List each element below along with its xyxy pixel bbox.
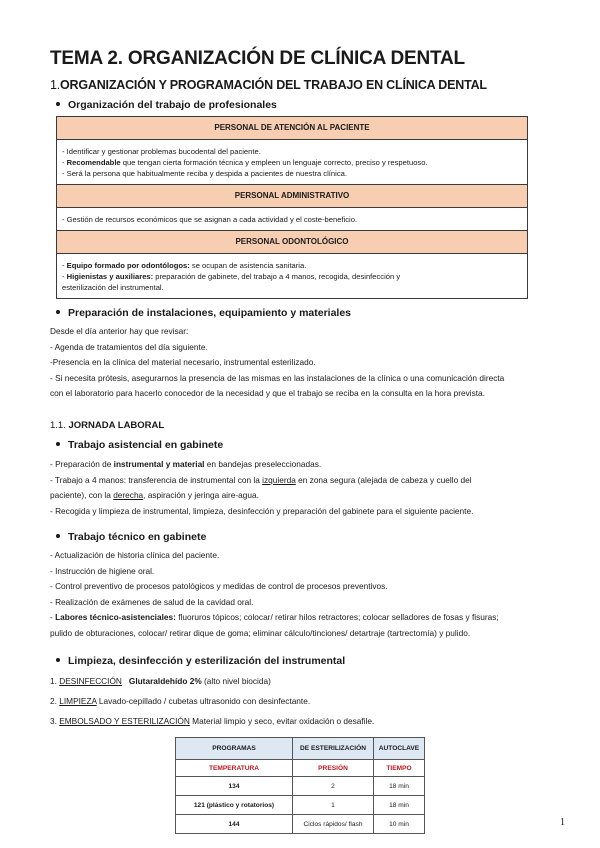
text-line [50,473,550,489]
text-line: - Será la persona que habitualmente reciba y despida a pacientes de nuestra clínica. [62,169,347,178]
text-line: con el laboratorio para hacerlo conocedor de la necesidad y que el trabajo se reciba en la consulta en la hora prevista. [50,388,485,399]
text-span: - [50,612,56,623]
subsection-number: 1.1. [50,420,66,431]
text-span: en bandejas preseleccionadas. [204,459,322,469]
header-cell: PROGRAMAS [176,738,293,760]
subsection-label: JORNADA LABORAL [68,420,165,431]
text-line: -Presencia en la clínica del material necesario, instrumental esterilizado. [50,357,316,368]
page-title: TEMA 2. ORGANIZACIÓN DE CLÍNICA DENTAL [50,48,465,69]
table-row [176,796,425,815]
bullet-limpieza [56,655,345,667]
sterilization-table-header [176,738,425,760]
staff-table-header-admin: PERSONAL ADMINISTRATIVO [57,185,527,208]
text-span: preparación de gabinete, del trabajo a 4 manos, recogida, desinfección y [153,272,401,281]
underlined-term: izquierda [262,474,296,485]
table-cell: 121 (plástico y rotatorios) [176,796,293,815]
limpieza-steps [50,671,550,731]
text-span: fluoruros tópicos; colocar/ retirar hilos retractores; colocar selladores de fosas y fisuras; [175,612,499,623]
bullet-preparacion [56,307,351,319]
subheader-cell: PRESIÓN [293,760,374,777]
step-number: 3. [50,716,60,726]
text-line: esterilización del instrumental. [62,283,164,292]
text-line [50,457,550,473]
step-number: 1. [50,676,60,686]
subheader-cell: TIEMPO [374,760,425,777]
staff-table-header-patient: PERSONAL DE ATENCIÓN AL PACIENTE [57,117,527,140]
text-line: - Higienistas y auxiliares: preparación de gabinete, del trabajo a 4 manos, recogida, desinfección y [62,272,401,281]
step-limpieza [50,691,550,711]
text-span: en zona segura (alejada de cabeza y cuello del [295,474,472,485]
text-span: - Trabajo a 4 manos: transferencia de instrumental con la [50,474,263,485]
asistencial-paragraph [50,457,550,519]
text-line: - Recogida y limpieza de instrumental, limpieza, desinfección y preparación del gabinete para el siguiente paciente. [50,505,474,516]
section-heading-1 [50,78,487,92]
tecnico-paragraph [50,548,550,642]
bullet-label: Trabajo asistencial en gabinete [68,439,224,451]
staff-table-body-patient [57,140,527,185]
text-span: se ocupan de asistencia sanitaria. [189,261,307,270]
text-span: paciente), con la [50,490,114,501]
text-line: - Agenda de tratamientos del día siguiente. [50,341,208,352]
step-desinfeccion [50,671,550,691]
text-line: Desde el día anterior hay que revisar: [50,326,189,336]
table-cell: 18 min [374,777,425,796]
step-label: DESINFECCIÓN [59,676,122,686]
text-span: Lavado-cepillado / cubetas ultrasonido con desinfectante. [96,696,311,706]
text-line: - Instrucción de higiene oral. [50,565,155,576]
text-span: - Preparación de [50,459,114,469]
section-number: 1. [50,78,61,92]
header-cell: DE ESTERILIZACIÓN [293,738,374,760]
text-line: - Recomendable que tengan cierta formación técnica y empleen un lenguaje correcto, preciso y respetuoso. [62,158,428,167]
bold-term: Higienistas y auxiliares: [66,272,154,281]
bullet-label: Organización del trabajo de profesionales [68,99,277,111]
bullet-label: Limpieza, desinfección y esterilización del instrumental [68,655,346,667]
text-span: (alto nivel biocida) [201,676,271,686]
bold-term: Recomendable [66,158,121,167]
bold-term: instrumental y material [113,459,205,469]
text-line: - Control preventivo de procesos patológicos y medidas de control de procesos preventivos. [50,581,388,592]
bullet-label: Trabajo técnico en gabinete [68,531,207,543]
bullet-dot-icon [56,442,60,446]
underlined-term: derecha [113,490,144,501]
table-cell: 1 [293,796,374,815]
sterilization-table-subheader [176,760,425,777]
bold-term: Glutaraldehído 2% [128,676,202,686]
text-line: - Si necesita prótesis, asegurarnos la presencia de las mismas en las instalaciones de la clínica o una comunicación directa [50,372,505,383]
staff-table-body-odonto [57,254,527,298]
text-line [50,488,550,504]
bold-term: Labores técnico-asistenciales: [55,612,176,623]
text-line: - Realización de exámenes de salud de la cavidad oral. [50,596,254,607]
bullet-dot-icon [56,310,60,314]
bold-term: Equipo formado por odontólogos: [66,261,190,270]
step-embolsado [50,711,550,731]
text-span: , aspiración y jeringa aire-agua. [143,490,259,501]
page-number: 1 [560,817,565,828]
table-cell: 134 [176,777,293,796]
table-row [176,777,425,796]
sterilization-table [175,737,425,834]
header-cell: AUTOCLAVE [374,738,425,760]
text-line: - Equipo formado por odontólogos: se ocupan de asistencia sanitaria. [62,261,307,270]
bullet-asistencial [56,439,223,451]
bullet-dot-icon [56,534,60,538]
text-line: - Gestión de recursos económicos que se asignan a cada actividad y el coste-beneficio. [62,215,358,224]
table-cell: 18 min [374,796,425,815]
text-span: Material limpio y seco, evitar oxidación o desafile. [189,716,375,726]
table-cell: 2 [293,777,374,796]
staff-table [56,116,528,299]
table-cell: 10 min [374,815,425,834]
text-line: - Identificar y gestionar problemas bucodental del paciente. [62,147,261,156]
step-number: 2. [50,696,60,706]
section-label: ORGANIZACIÓN Y PROGRAMACIÓN DEL TRABAJO EN CLÍNICA DENTAL [60,78,487,92]
bullet-dot-icon [56,102,60,106]
subsection-heading-jornada [50,420,164,431]
subheader-cell: TEMPERATURA [176,760,293,777]
staff-table-header-odonto: PERSONAL ODONTOLÓGICO [57,231,527,254]
bullet-organizacion [56,99,277,111]
text-span: que tengan cierta formación técnica y empleen un lenguaje correcto, preciso y respetuoso. [120,158,428,167]
table-row [176,815,425,834]
step-label: LIMPIEZA [59,696,97,706]
step-label: EMBOLSADO Y ESTERILIZACIÓN [59,716,190,726]
bullet-tecnico [56,531,206,543]
prep-paragraph [50,324,550,402]
bullet-label: Preparación de instalaciones, equipamiento y materiales [68,307,352,319]
staff-table-body-admin [57,208,527,231]
text-line: - Actualización de historia clínica del paciente. [50,550,220,560]
table-cell: 144 [176,815,293,834]
text-line [50,610,550,626]
text-line: pulido de obturaciones, colocar/ retirar dique de goma; eliminar cálculo/tinciones/ detartraje (tartrectomía) y pulido. [50,627,471,638]
bullet-dot-icon [56,658,60,662]
table-cell: Ciclos rápidos/ flash [293,815,374,834]
